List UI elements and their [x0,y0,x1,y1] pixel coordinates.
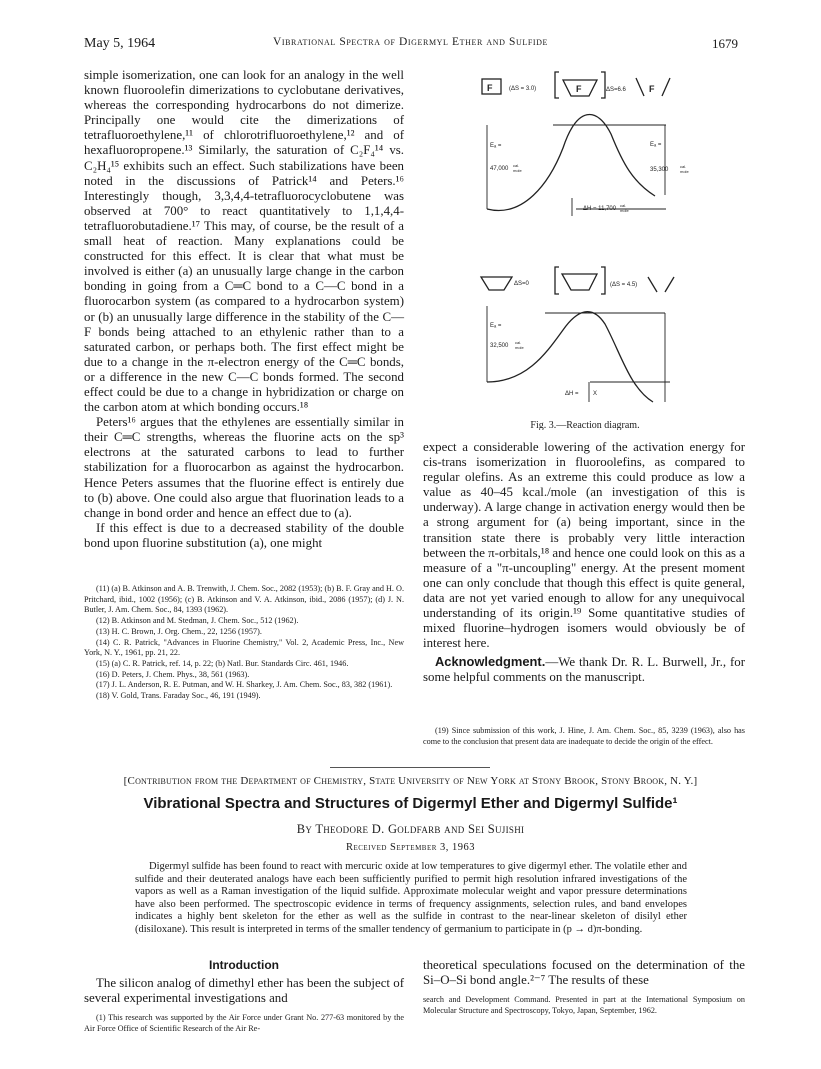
right-footnotes [423,726,745,747]
footnote-18: (18) V. Gold, Trans. Faraday Soc., 46, 191 (1949). [96,691,261,701]
unit-num-right: cal. [680,164,687,169]
footnote-14: (14) C. R. Patrick, "Advances in Fluorine Chemistry," Vol. 2, Academic Press, Inc., New York, N. Y., 1961, pp. 21, 22. [84,637,404,658]
delta-s-right-bottom: (ΔS = 4.5) [610,282,638,288]
transition-trapezoid-bottom [562,274,597,290]
acknowledgment-text: —We thank Dr. R. L. Burwell, Jr., for some helpful comments on the manuscript. [423,655,745,685]
unit-den-bottom: mole [515,345,524,350]
bracket-right-top [601,72,605,98]
ea-label-bottom: Eₐ = [490,323,502,329]
product-line-left-bottom [648,277,657,292]
left-footnotes [84,584,404,702]
ea-left-label: Eₐ = [490,143,502,149]
right-paragraph: expect a considerable lowering of the activation energy for cis-trans isomerization in fluoroolefins, as compared to regular olefins. As an extreme this could produce as low a value as 40–45 kcal./mole (an investigation of this is underway). A large change in activation energy would then be a strong argument for (a) being important, since in the transition state there is probably very little interaction between the π-orbitals,¹⁸ and hence one could look on this as a measure of a "π-uncoupling" energy. At the present moment one can only conclude that though this effect is quite general, data are not yet varied enough to allow for any unequivocal understanding of its origin.¹⁹ Some quantitative studies of mixed fluorine–hydrogen isomers would obviously be of interest here. [423,440,746,651]
unit-den-left: mole [513,168,522,173]
unit-num-dh: cal. [620,203,627,208]
bracket-right-bottom [601,267,605,294]
unit-num-bottom: cal. [515,340,522,345]
bracket-left-bottom [555,267,559,294]
delta-s-right-top: ΔS=6.6 [606,87,626,93]
footnote-16: (16) D. Peters, J. Chem. Phys., 38, 561 (1963). [96,669,250,679]
product-label-top: F [649,84,655,94]
product-line-right-bottom [665,277,674,292]
page-number: 1679 [712,36,738,51]
delta-s-left-top: (ΔS = 3.0) [509,86,537,92]
left-paragraph-1: simple isomerization, one can look for an analogy in the well known fluoroolefin dimerizations to cyclobutane derivatives, whereas the corresponding hydrocarbons do not dimerize. Principally one would cite the dimerizations of tetrafluoroethylene,¹¹ of chlorotrifluoroethylene,¹² and of hexafluoropropene.¹³ Similarly, the saturation of C₂F₄¹⁴ vs. C₂H₄¹⁵ exhibits such an effect. Such stabilizations have been noted in the discussions of Patrick¹⁴ and Peters.¹⁶ Interestingly though, 3,3,4,4-tetrafluorocyclobutene was observed at 700° to react quantitatively to 1,1,4,4-tetrafluorobutadiene.¹⁷ This may, of course, be the result of a small heat of reaction. Many explanations could be constructed for this effect. It is clear that what must be involved is either (a) an unusually large change in the carbon bonding in going from a C═C bond to a C—C bond in a fluorocarbon system (as compared to a hydrocarbon system) or (b) an unusually large difference in the stability of the C—F bonds being attached to an ethylenic rather than to a saturated carbon, or perhaps both. The first effect might be due to a change in the π-electron energy of the C═C bonds, or a difference in the new C—C bonds formed. The second effect could be due to a change in hybridization or charge on the carbon atom at which bonding occurs.¹⁸ [84,68,404,415]
delta-s-left-bottom: ΔS=0 [514,281,529,287]
acknowledgment-heading: Acknowledgment. [435,654,546,670]
footnote-13: (13) H. C. Brown, J. Org. Chem., 22, 1256 (1957). [96,626,262,636]
left-paragraph-3: If this effect is due to a decreased stability of the double bond upon fluorine substitution (a), one might [84,520,404,550]
footnote-1-continued: search and Development Command. Presented in part at the International Symposium on Molecular Structure and Spectroscopy, Tokyo, Japan, September, 1962. [423,995,745,1015]
unit-den-right: mole [680,169,689,174]
reactant-trapezoid-bottom [481,277,512,290]
bracket-left-top [555,72,559,98]
delta-h-top: ΔH = 11,700 [583,206,617,212]
ea-value-bottom: 32,500 [490,343,509,349]
bracket-label-top: F [576,84,582,94]
footnote-12: (12) B. Atkinson and M. Stedman, J. Chem. Soc., 512 (1962). [96,616,299,626]
section-rule [330,767,490,768]
footnote-19: (19) Since submission of this work, J. Hine, J. Am. Chem. Soc., 85, 3239 (1963), also has come to the conclusion that present data are inadequate to decide the origin of the effect. [423,726,745,746]
ea-left-value: 47,000 [490,166,509,172]
footnote-15: (15) (a) C. R. Patrick, ref. 14, p. 22; (b) Natl. Bur. Standards Circ. 461, 1946. [96,658,349,668]
issue-date: May 5, 1964 [84,36,156,51]
abstract: Digermyl sulfide has been found to react with mercuric oxide at low temperatures to give digermyl ether. The volatile ether and sulfide and their deuterated analogs have each been sufficiently purified to permit high resolution infrared investigations of the vapors as well as a Raman investigation of the liquid sulfide. Approximate molecular weight and vapor pressure determinations have also been performed. The spectroscopic evidence in terms of frequency assignments, selection rules, and band envelopes indicates a highly bent skeleton for the ether as well as the sulfide in contrast to the near-linear skeleton of disilyl ether (disiloxane). This result is interpreted in terms of the smaller tendency of germanium to participate in (p → d)π-bonding. [135,861,687,935]
reaction-diagram [425,68,745,430]
acknowledgment [423,654,745,685]
introduction-heading: Introduction [209,958,279,972]
byline: By Theodore D. Goldfarb and Sei Sujishi [296,822,525,836]
left-paragraph-2: Peters¹⁶ argues that the ethylenes are essentially similar in their C═C strengths, whereas the fluorine acts on the sp³ electrons at the saturated carbons to lead to further stabilization for a fluorocarbon as against the hydrocarbon. Hence Peters assumes that the fluorine effect is entirely due to (b) above. One could also argue that fluorination leads to a change in bond order and hence an effect due to (a). [84,415,404,520]
product-line-right-top [662,78,670,96]
introduction-left-text: The silicon analog of dimethyl ether has been the subject of several experimental investigations and [84,976,404,1006]
right-column-body [423,440,745,686]
energy-curve-bottom [487,312,653,402]
contribution-line: [Contribution from the Department of Chemistry, State University of New York at Stony Brook, Stony Brook, N. Y.] [123,775,698,787]
received-date: Received September 3, 1963 [345,842,476,853]
footnote-11: (11) (a) B. Atkinson and A. B. Trenwith, J. Chem. Soc., 2082 (1953); (b) B. F. Gray and H. O. Pritchard, ibid., 1002 (1956); (c) B. Atkinson and V. A. Atkinson, ibid., 2086 (1957); (d) J. N. Butler, J. Am. Chem. Soc., 84, 1393 (1962). [84,584,404,615]
box-label-top: F [487,83,493,93]
page-header [0,30,821,52]
ea-right-value: 35,300 [650,167,669,173]
footnote-17: (17) J. L. Anderson, R. E. Putman, and W. H. Sharkey, J. Am. Chem. Soc., 83, 382 (1961). [96,680,393,690]
footnote-1: (1) This research was supported by the Air Force under Grant No. 277-63 monitored by the Air Force Office of Scientific Research of the Air Re- [84,1013,404,1033]
left-column-body [84,68,404,551]
delta-h-bottom: ΔH = [565,391,579,397]
article-title: Vibrational Spectra and Structures of Digermyl Ether and Digermyl Sulfide¹ [143,795,678,812]
figure-caption: Fig. 3.—Reaction diagram. [530,420,640,430]
running-title: Vibrational Spectra of Digermyl Ether and Sulfide [272,36,549,48]
introduction-right-text: theoretical speculations focused on the determination of the Si–O–Si bond angle.²⁻⁷ The results of these [423,958,745,988]
unit-num-left: cal. [513,163,520,168]
unit-den-dh: mole [620,208,629,213]
ea-right-label: Eₐ = [650,142,662,148]
delta-h-bottom-value: X [593,391,598,397]
product-line-left-top [636,78,644,96]
